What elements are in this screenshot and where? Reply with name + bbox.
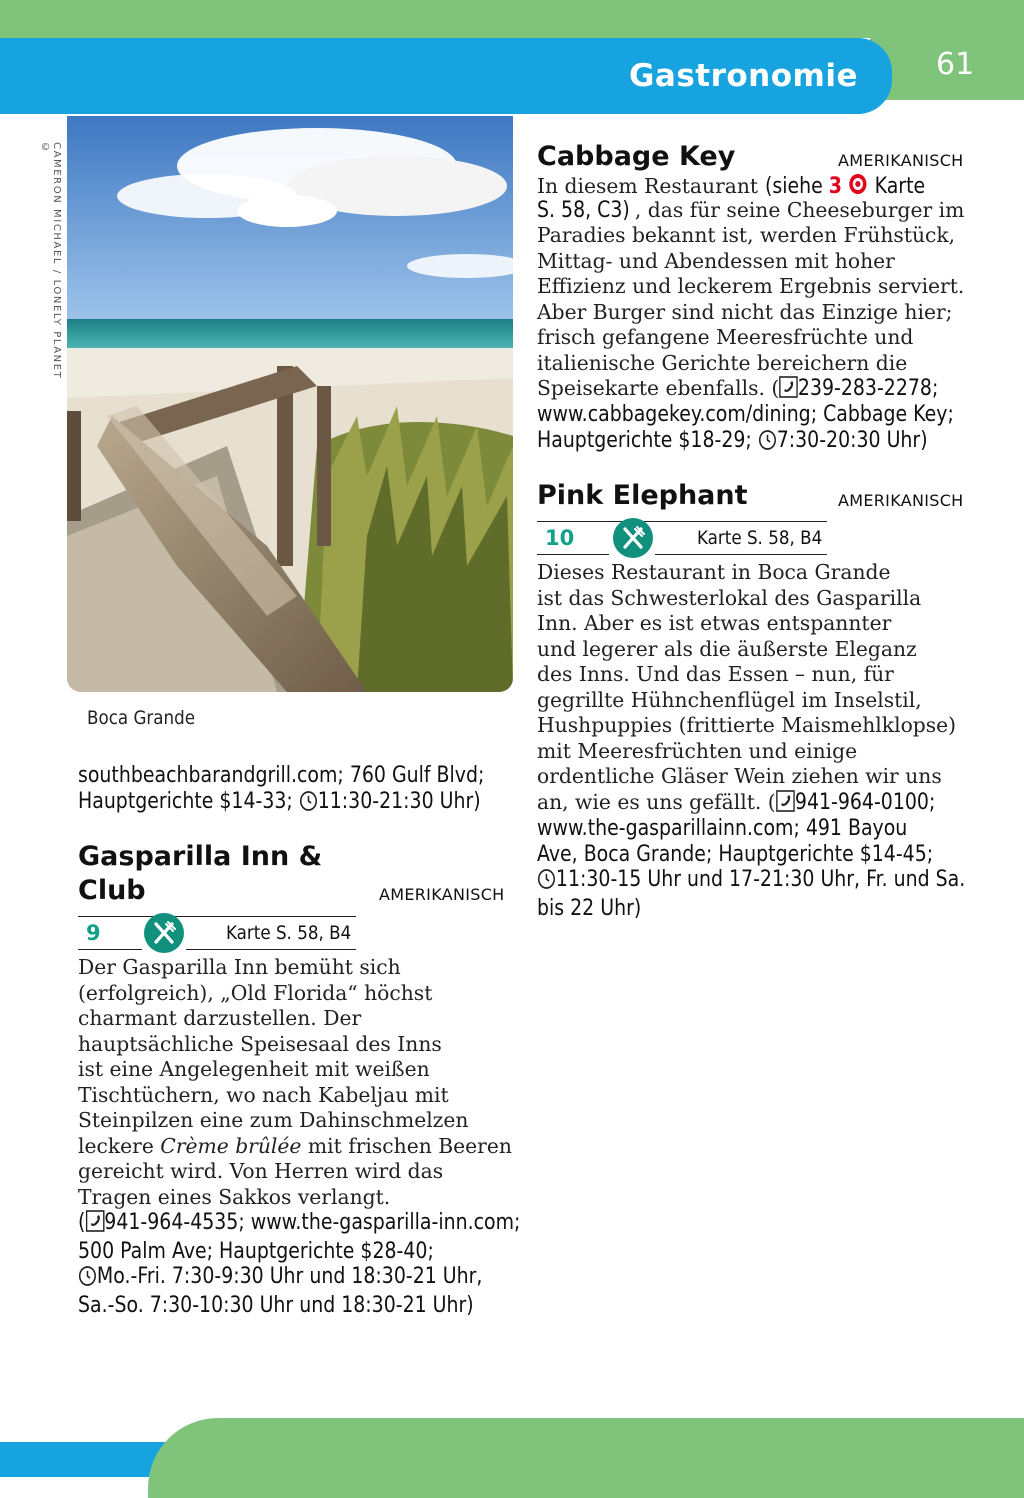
section-title: Gastronomie — [628, 58, 858, 94]
pink-elephant-ref-row — [537, 521, 827, 555]
pink-elephant-text-line: mit Meeresfrüchten und einige — [537, 738, 858, 763]
gasparilla-text-line: Steinpilzen eine zum Dahinschmelzen — [78, 1108, 469, 1132]
pink-elephant-phone: 941-964-0100; — [794, 789, 936, 815]
gasparilla-info-line: 500 Palm Ave; Hauptgerichte $28-40; — [78, 1238, 434, 1264]
pink-elephant-text-line: Dieses Restaurant in Boca Grande — [537, 560, 891, 584]
pink-elephant-text-line: des Inns. Und das Essen – nun, für — [537, 662, 894, 686]
pink-elephant-text-line: Inn. Aber es ist etwas entspannter — [537, 611, 892, 635]
cabbage-key-category: AMERIKANISCH — [838, 151, 964, 170]
clock-icon — [299, 789, 318, 818]
gasparilla-text-segment: leckere — [78, 1133, 161, 1158]
gasparilla-info — [78, 1210, 520, 1318]
gasparilla-text-line: (erfolgreich), „Old Florida“ höchst — [78, 980, 433, 1005]
gasparilla-hours: Mo.-Fri. 7:30-9:30 Uhr und 18:30-21 Uhr, — [96, 1264, 483, 1289]
cabbage-key-phone-group — [779, 376, 938, 405]
cabbage-key-text-line — [537, 376, 965, 402]
pink-elephant-phone-group — [776, 790, 935, 819]
siehe-label: (siehe — [764, 174, 829, 199]
gasparilla-text-line: charmant darzustellen. Der — [78, 1006, 362, 1030]
continued-entry-line — [78, 789, 484, 818]
pink-elephant-category: AMERIKANISCH — [838, 491, 964, 510]
ref-rule — [186, 949, 356, 950]
section-header-bar — [0, 38, 892, 114]
cabbage-key-text-segment: In diesem Restaurant — [537, 174, 765, 198]
continued-entry-hours: 11:30-21:30 Uhr) — [317, 788, 481, 814]
sight-icon — [847, 172, 868, 203]
pink-elephant-info-line: Ave, Boca Grande; Hauptgerichte $14-45; — [537, 841, 934, 867]
gasparilla-text-line: ist eine Angelegenheit mit weißen — [78, 1057, 430, 1081]
gasparilla-ref-row — [78, 916, 356, 950]
gasparilla-hours: Sa.-So. 7:30-10:30 Uhr und 18:30-21 Uhr) — [78, 1292, 474, 1318]
pink-elephant-info — [537, 816, 965, 921]
pink-elephant-text-segment: an, wie es uns gefällt. ( — [537, 789, 776, 814]
pink-elephant-text-line: ist das Schwesterlokal des Gasparilla — [537, 585, 922, 610]
pink-elephant-text-line — [537, 790, 961, 816]
karte-label: Karte — [868, 174, 925, 199]
cabbage-key-text-line: Aber Burger sind nicht das Einzige hier; — [537, 299, 953, 324]
pink-elephant-info-line — [537, 867, 965, 896]
paren: ( — [78, 1210, 86, 1235]
gasparilla-text-line: hauptsächliche Speisesaal des Inns — [78, 1031, 442, 1056]
fork-knife-icon — [613, 518, 653, 558]
cabbage-key-text-line: Effizienz und leckerem Ergebnis serviert. — [537, 274, 965, 298]
ref-rule — [537, 521, 827, 522]
clock-icon — [78, 1264, 97, 1293]
cabbage-key-info — [537, 402, 954, 456]
cabbage-key-title: Cabbage Key — [537, 141, 736, 172]
gasparilla-title-line: Club — [78, 875, 146, 906]
clock-icon — [537, 867, 556, 896]
gasparilla-title-line: Gasparilla Inn & — [78, 841, 323, 872]
cabbage-key-phone: 239-283-2278; — [798, 376, 939, 401]
gasparilla-dish-name: Crème brûlée — [160, 1133, 302, 1158]
cabbage-key-info-line — [537, 428, 954, 457]
cabbage-key-text-line: Mittag- und Abendessen mit hoher — [537, 248, 895, 273]
continued-entry-price: Hauptgerichte $14-33; — [78, 788, 299, 814]
sight-number: 3 — [828, 174, 842, 199]
gasparilla-info-line — [78, 1210, 520, 1239]
phone-icon — [85, 1210, 104, 1239]
gasparilla-ref-number: 9 — [86, 921, 101, 945]
beach-boardwalk-photo — [67, 116, 513, 692]
fork-knife-icon — [144, 913, 184, 953]
cabbage-key-hours: 7:30-20:30 Uhr) — [776, 427, 928, 453]
photo-caption: Boca Grande — [87, 707, 196, 729]
pink-elephant-ref-number: 10 — [545, 526, 575, 550]
gasparilla-info-line — [78, 1264, 520, 1293]
cabbage-key-text-line: Paradies bekannt ist, werden Frühstück, — [537, 223, 956, 247]
pink-elephant-text-line: ordentliche Gläser Wein ziehen wir uns — [537, 764, 942, 788]
gasparilla-text-line: Der Gasparilla Inn bemüht sich — [78, 955, 401, 979]
cabbage-key-price: Hauptgerichte $18-29; — [537, 427, 758, 453]
gasparilla-text-line: Tragen eines Sakkos verlangt. — [78, 1184, 391, 1209]
pink-elephant-hours: 11:30-15 Uhr und 17-21:30 Uhr, Fr. und Sa. — [555, 867, 966, 892]
cabbage-key-text-segment: , das für seine Cheeseburger im — [634, 197, 965, 222]
gasparilla-text-line — [78, 1134, 512, 1160]
gasparilla-text-line: Tischtüchern, wo nach Kabeljau mit — [78, 1082, 449, 1107]
pink-elephant-info-line: www.the-gasparillainn.com; 491 Bayou — [537, 816, 908, 841]
gasparilla-phone: 941-964-4535; www.the-gasparilla-inn.com; — [104, 1210, 521, 1235]
gasparilla-title — [78, 840, 322, 908]
pink-elephant-text-line: und legerer als die äußerste Eleganz — [537, 636, 917, 661]
cabbage-key-map-link — [765, 172, 925, 203]
gasparilla-description — [78, 955, 512, 1210]
cabbage-key-description — [537, 172, 965, 402]
cabbage-key-text-line: italienische Gerichte bereichern die — [537, 350, 908, 375]
bottom-color-band — [148, 1418, 1024, 1498]
cabbage-key-text-line: frisch gefangene Meeresfrüchte und — [537, 325, 914, 349]
ref-rule — [537, 554, 609, 555]
cabbage-key-text-line — [537, 172, 965, 198]
phone-icon — [779, 376, 798, 405]
gasparilla-category: AMERIKANISCH — [379, 885, 505, 904]
continued-entry-line: southbeachbarandgrill.com; 760 Gulf Blvd; — [78, 763, 485, 788]
pink-elephant-text-line: Hushpuppies (frittierte Maismehlklopse) — [537, 713, 957, 737]
ref-rule — [78, 916, 356, 917]
continued-entry-info — [78, 763, 484, 817]
pink-elephant-hours: bis 22 Uhr) — [537, 895, 642, 921]
pink-elephant-map-ref: Karte S. 58, B4 — [697, 527, 823, 549]
phone-icon — [776, 790, 795, 819]
cabbage-key-info-line: www.cabbagekey.com/dining; Cabbage Key; — [537, 402, 954, 427]
pink-elephant-title: Pink Elephant — [537, 480, 748, 511]
pink-elephant-text-line: gegrillte Hühnchenflügel im Inselstil, — [537, 687, 922, 712]
cabbage-key-map-ref: S. 58, C3) — [537, 197, 630, 223]
pink-elephant-description — [537, 560, 961, 815]
cabbage-key-text-segment: Speisekarte ebenfalls. ( — [537, 376, 780, 400]
ref-rule — [655, 554, 827, 555]
page-number: 61 — [936, 47, 975, 82]
clock-icon — [758, 428, 777, 457]
gasparilla-map-ref: Karte S. 58, B4 — [226, 922, 352, 944]
photo-credit: CAMERON MICHAEL / LONELY PLANET © — [40, 142, 62, 380]
ref-rule — [78, 949, 142, 950]
gasparilla-text-line: gereicht wird. Von Herren wird das — [78, 1159, 444, 1183]
gasparilla-text-segment: mit frischen Beeren — [301, 1133, 512, 1158]
